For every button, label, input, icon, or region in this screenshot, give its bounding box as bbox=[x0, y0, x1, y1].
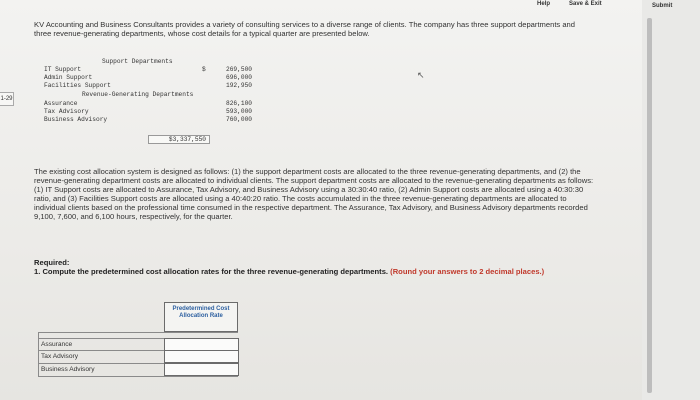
dollar-sign: $ bbox=[202, 66, 206, 73]
rate-column-header: Predetermined Cost Allocation Rate bbox=[164, 302, 238, 332]
revenue-row-amount: 826,100 bbox=[226, 100, 252, 107]
support-row-label: IT Support bbox=[44, 66, 82, 73]
revenue-row-amount: 760,000 bbox=[226, 116, 252, 123]
top-toolbar bbox=[0, 0, 642, 12]
table-row bbox=[38, 364, 238, 377]
support-row-amount: 269,500 bbox=[226, 66, 252, 73]
intro-text: KV Accounting and Business Consultants provides a variety of consulting services to a diverse range of clients. The company has three support departments and three revenue-generating departments, whose cost details for a typical quarter are presented below. bbox=[34, 20, 576, 38]
mouse-cursor-icon: ↖ bbox=[417, 70, 425, 80]
department-label-tax-advisory: Tax Advisory bbox=[41, 353, 79, 360]
vertical-scrollbar[interactable] bbox=[647, 18, 652, 393]
total-cost-box bbox=[148, 135, 210, 144]
support-departments-header: Support Departments bbox=[102, 58, 173, 65]
revenue-row-label: Assurance bbox=[44, 100, 78, 107]
support-row-label: Facilities Support bbox=[44, 82, 111, 89]
revenue-row-amount: 593,000 bbox=[226, 108, 252, 115]
submit-button[interactable]: Submit bbox=[652, 3, 673, 9]
rate-input-business-advisory[interactable] bbox=[164, 363, 239, 376]
department-label-business-advisory: Business Advisory bbox=[41, 366, 95, 373]
rounding-note: (Round your answers to 2 decimal places.) bbox=[390, 267, 545, 276]
help-button[interactable]: Help bbox=[537, 1, 551, 7]
support-row-amount: 696,000 bbox=[226, 74, 252, 81]
department-label-assurance: Assurance bbox=[41, 341, 73, 348]
save-exit-button[interactable]: Save & Exit bbox=[569, 1, 602, 7]
support-row-label: Admin Support bbox=[44, 74, 93, 81]
answer-table bbox=[38, 302, 238, 374]
required-question bbox=[34, 267, 614, 276]
question-text: 1. Compute the predetermined cost allocation rates for the three revenue-generating departments. bbox=[34, 267, 389, 276]
required-section bbox=[34, 258, 614, 276]
total-cost-value: $3,337,550 bbox=[168, 136, 206, 143]
question-nav-tab[interactable]: 1-29 bbox=[0, 92, 14, 106]
revenue-row-label: Tax Advisory bbox=[44, 108, 89, 115]
required-heading: Required: bbox=[34, 258, 70, 267]
support-row-amount: 192,950 bbox=[226, 82, 252, 89]
rate-input-tax-advisory[interactable] bbox=[164, 350, 239, 363]
revenue-row-label: Business Advisory bbox=[44, 116, 108, 123]
allocation-description: The existing cost allocation system is designed as follows: (1) the support department costs are allocated to the three revenue-generating departments, and (2) the revenue-generating department costs are allocated to individual clients. The support department costs are allocated to the revenue-generating departments as follows: (1) IT Support costs are allocated to Assurance, Tax Advisory, and Business Advisory using a 30:30:40 ratio, (2) Admin Support costs are allocated using a 40:30:30 ratio, and (3) Facilities Support costs are allocated using a 40:40:20 ratio. The costs accumulated in the three revenue-generating departments are allocated to individual clients based on the professional time consumed in the respective department. The Assurance, Tax Advisory, and Business Advisory departments recorded 9,100, 7,600, and 6,100 hours, respectively, for the quarter. bbox=[34, 167, 594, 221]
revenue-departments-header: Revenue-Generating Departments bbox=[82, 91, 194, 98]
